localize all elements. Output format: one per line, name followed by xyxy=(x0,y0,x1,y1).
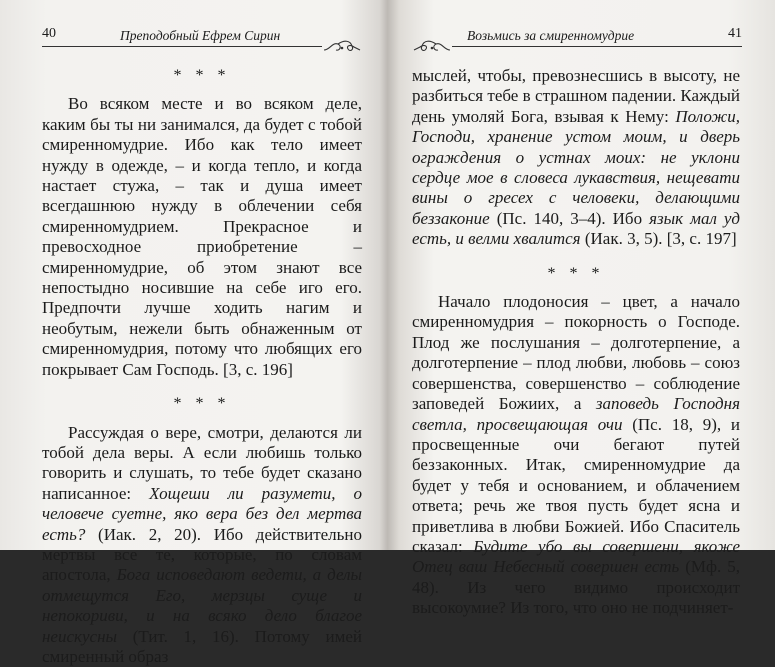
left-page-header xyxy=(42,26,362,48)
section-divider: * * * xyxy=(412,264,740,284)
section-divider: * * * xyxy=(42,66,362,86)
page-number: 40 xyxy=(42,26,56,42)
running-head: Возьмись за смиренномудрие xyxy=(467,28,634,44)
right-page xyxy=(390,0,775,550)
right-page-body xyxy=(412,66,740,619)
section-divider: * * * xyxy=(42,394,362,414)
ornament-icon xyxy=(322,38,362,54)
ornament-icon xyxy=(412,38,452,54)
scripture-quote: Будите убо вы совершени, якоже Отец ваш Небесный совершен есть xyxy=(412,537,740,576)
header-rule xyxy=(452,46,742,47)
running-head: Преподобный Ефрем Сирин xyxy=(120,28,280,44)
paragraph: Рассуждая о вере, смотри, делаются ли тобой дела веры. А если любишь только говорить и слушать, то тебе будет сказано написанное: Хощеши ли разумети, о человече суетне, яко вера без дел мертва есть? (Иак. 2, 20). Ибо действительно мертвы все те, которые, по словам апостола, Бога исповедают ведети, а делы отмещутся Его, мерзцы суще и непокориви, и на всяко дело благое неискусны (Тит. 1, 16). Потому имей смиренный образ xyxy=(42,423,362,667)
paragraph: Начало плодоносия – цвет, а начало смиренномудрия – покорность о Господе. Плод же послушания – долготерпение, а долготерпение – плод любви, любовь – союз совершенства, совершенство – соблюдение заповедей Божиих, а заповедь Господня светла, просвещающая очи (Пс. 18, 9), и просвещенные очи бегают путей беззаконных. Итак, смиренномудрие да будет у тебя и основанием, и облачением ответа; речь же твоя пусть будет ясна и приветлива в любви Божией. Ибо Спаситель сказал: Будите убо вы совершени, якоже Отец ваш Небесный совершен есть (Мф. 5, 48). Из чего видимо происходит высокоумие? Из того, что оно не подчиняет- xyxy=(412,292,740,619)
scripture-quote: язык мал уд есть, и велми хвалится xyxy=(412,209,740,248)
paragraph: Во всяком месте и во всяком деле, каким бы ты ни занимался, да будет с тобой смиренномудрие. Ибо как тело имеет нужду в одежде, – и когда тепло, и когда настает стужа, – так и душа имеет всегдашнюю нужду в облечении себя смиренномудрием. Прекрасное и превосходное приобретение – смиренномудрие, об этом знают все непостыдно носившие на себе иго его. Предпочти лучше ходить нагим и необутым, нежели быть обнаженным от смиренномудрия, потому что любящих его покрывает Сам Господь. [3, с. 196] xyxy=(42,94,362,380)
scripture-quote: Бога исповедают ведети, а делы отмещутся Его, мерзцы суще и непокориви, и на всяко дело благое неискусны xyxy=(42,565,362,645)
scripture-quote: Хощеши ли разумети, о человече суетне, яко вера без дел мертва есть? xyxy=(42,484,362,544)
left-page-body xyxy=(42,66,362,667)
scripture-quote: заповедь Господня светла, просвещающая очи xyxy=(412,394,740,433)
scripture-quote: Положи, Господи, хранение устом моим, и дверь ограждения о устнах моих: не уклони сердце мое в словеса лукавствия, нещевати вины о гресех с человеки, делающими беззаконие xyxy=(412,107,740,228)
header-rule xyxy=(42,46,322,47)
paragraph: мыслей, чтобы, превознесшись в высоту, не разбиться тебе в страшном падении. Каждый день умоляй Бога, взывая к Нему: Положи, Господи, хранение устом моим, и дверь ограждения о устнах моих: не уклони сердце мое в словеса лукавствия, нещевати вины о гресех с человеки, делающими беззаконие (Пс. 140, 3–4). Ибо язык мал уд есть, и велми хвалится (Иак. 3, 5). [3, с. 197] xyxy=(412,66,740,250)
left-page xyxy=(0,0,385,550)
right-page-header xyxy=(412,26,742,48)
page-number: 41 xyxy=(728,26,742,42)
